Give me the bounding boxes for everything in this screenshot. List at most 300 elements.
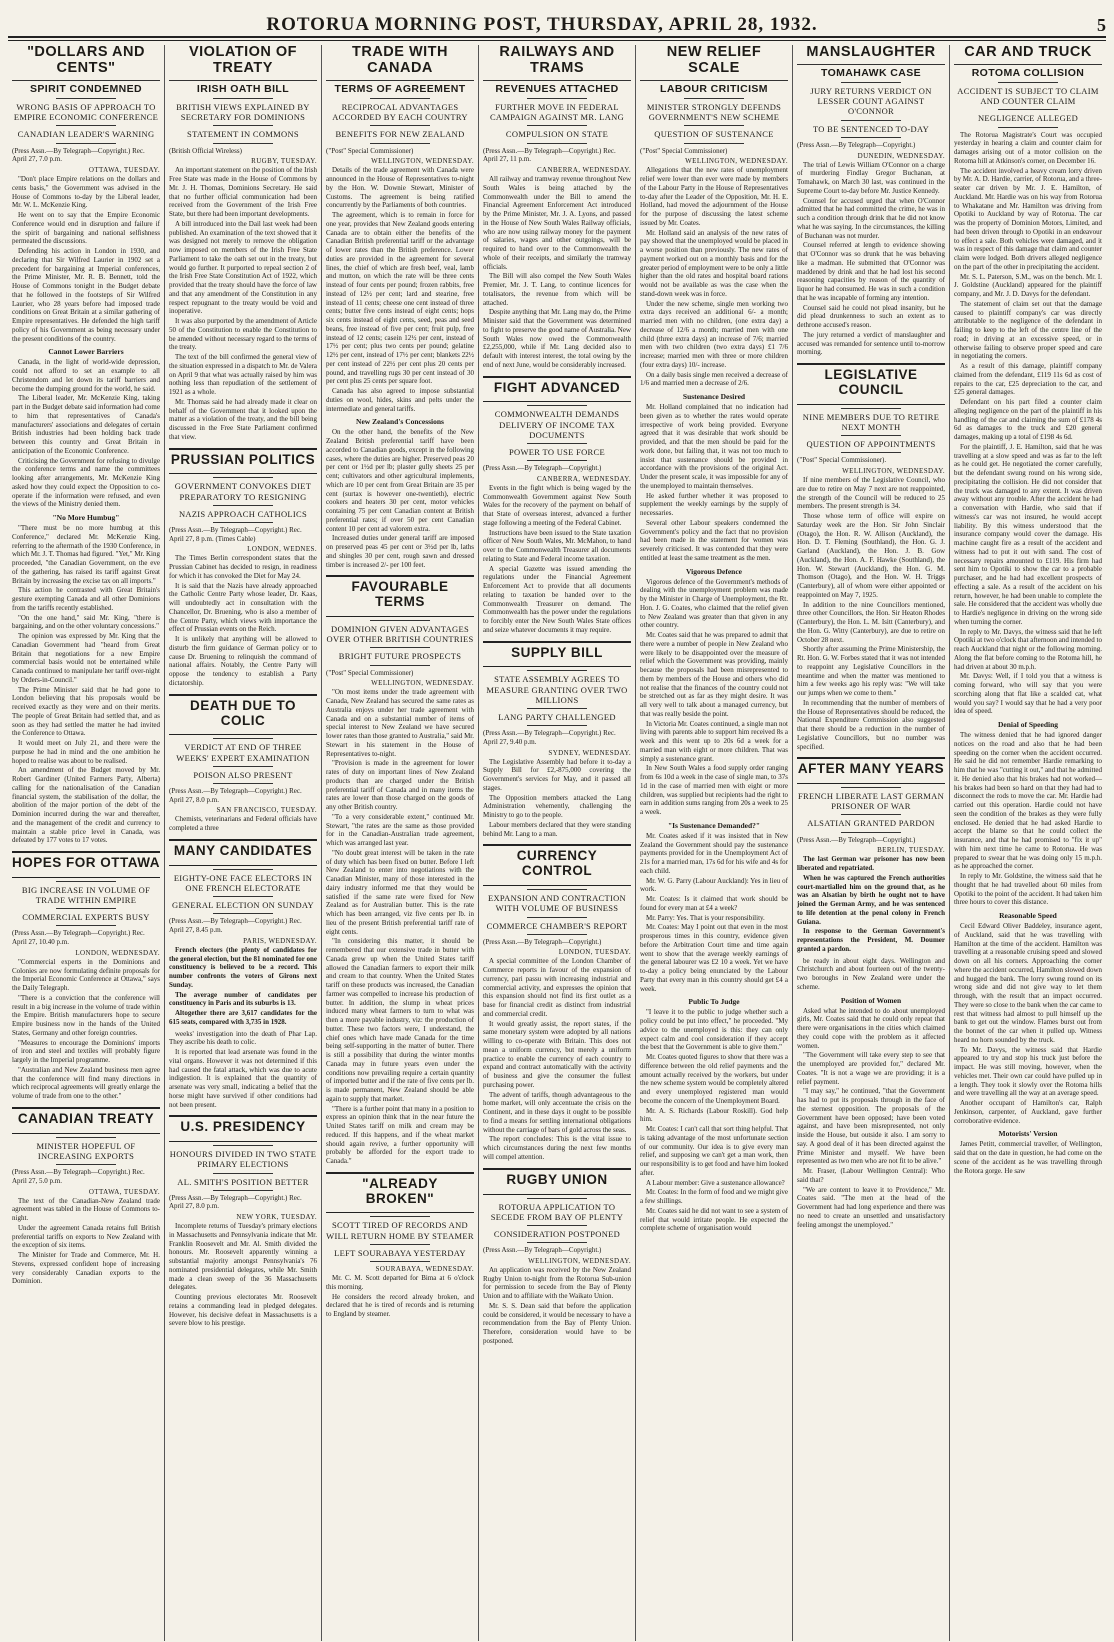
paragraph: To Mr. Davys, the witness said that Hardie appeared to try and stop his truck just before the impact. He was still moving, however, when the vehicles met. Their own car could have pulled up in a length. They took it slowly over the Rotoma hills and were travelling all the way at an average speed. — [954, 1045, 1102, 1098]
article-body — [954, 131, 1102, 717]
paragraph: "I may say," he continued, "that the Government has had to put its proposals through in the face of the sternest opposition. The proposals of the Government have been opposed; have been voted against, and have been misrepresented, not only inside the House, but outside it also. I am sorry to say. A good deal of it has been directed against the Prime Minister and myself. We have been represented as two men who are not fit to be alive." — [797, 1087, 945, 1166]
dateline-place: OTTAWA, TUESDAY. — [88, 1187, 160, 1196]
paragraph: The report concludes: This is the vital issue to which circumstances during the next few months will compel attention. — [483, 1135, 631, 1161]
story — [169, 694, 317, 833]
story — [797, 45, 945, 357]
paragraph: "I leave it to the public to judge whether such a policy could be put into effect," he proceeded. "My advice to the unemployed is this: they can only expect calm and cool consideration if they accept the best that the Government is able to give them." — [640, 1008, 788, 1052]
paragraph: Altogether there are 3,617 candidates for the 615 seats, compared with 3,735 in 1928. — [169, 1009, 317, 1026]
paragraph: Cecil Edward Oliver Baddeley, insurance agent, of Auckland, said that he was travelling with Hamilton at the time of the accident. Hamilton was travelling at a reasonable cruising speed and slowed down on all his corners. Approaching the corner where the accident occurred, Hamilton slowed down and hugged the bank. The lorry swung round on its wrong side and did not give way to let them through, with the result that an impact occurred. They were so close to the bank when the car came to rest that witness had almost to pull himself up the bank to get out the window. Flames burst out from the bonnet of the car when it pulled up. Witness heard no horn sounded by the truck. — [954, 922, 1102, 1044]
deck-rule — [370, 143, 429, 144]
column-4 — [479, 45, 636, 1641]
column-7 — [950, 45, 1106, 1641]
story-deck: MINISTER STRONGLY DEFENDS GOVERNMENT'S NEW SCHEME — [646, 101, 782, 123]
deck-rule — [213, 738, 272, 739]
article-body — [483, 175, 631, 370]
article-body — [326, 166, 474, 413]
paragraph: In New South Wales a food supply order ranging from 6s 10d a week in the case of single man, to 37s 1d in the case of married men with eight or more children, was supplied but recipients had the right to earn in addition sums ranging from 20s a week to 25 a week. — [640, 764, 788, 816]
credit-line: (Press Assn.—By Telegraph—Copyright.) Rec. April 27, 8.45 p.m. — [169, 917, 302, 935]
paragraph: If nine members of the Legislative Council, who are due to retire on May 7 next are not reappointed, the strength of the Council will be reduced to 25 members. The present strength is 34. — [797, 476, 945, 511]
credit-line: (Press Assn.—By Telegraph—Copyright.) — [483, 1246, 602, 1255]
credit-line: ("Post" Special Commissioner) — [640, 146, 728, 155]
deck-rule — [213, 869, 272, 870]
story-deck: AL. SMITH'S POSITION BETTER — [177, 1176, 309, 1187]
article-body — [640, 403, 788, 563]
paragraph: Mr. C. M. Scott departed for Bima at 6 o'clock this morning. — [326, 1274, 474, 1291]
story — [169, 1115, 317, 1328]
story-deck: LANG PARTY CHALLENGED — [498, 712, 616, 722]
deck-rule — [527, 143, 586, 144]
masthead — [8, 6, 1106, 38]
deck-rule — [213, 1173, 272, 1174]
story-subhead: TERMS OF AGREEMENT — [334, 82, 466, 95]
paragraph: Under the agreement Canada retains full British preferential tariffs on exports to New Zealand with the exception of six items. — [12, 1223, 160, 1250]
headline-rule — [326, 80, 474, 81]
column-3 — [322, 45, 479, 1641]
paragraph: On a daily basis single men received a decrease of 1/6 and married men a decrease of 2/6. — [640, 370, 788, 388]
paragraph: The Rotorua Magistrate's Court was occupied yesterday in hearing a claim and counter claim for damages arising out of a motor collision on the Rotoma hill at Atkinson's corner, on December 16. — [954, 130, 1102, 165]
paragraph: A special Gazette was issued amending the regulations under the Financial Agreement Enforcement Act to provide that all documents relating to taxation be handed over to the Commonwealth Treasurer on demand. The Commonwealth has the power under the regulations to forcibly enter the New South Wales State offices and seize whatever documents it may require. — [483, 564, 631, 634]
story-deck: SCOTT TIRED OF RECORDS AND WILL RETURN HOME BY STEAMER — [326, 1220, 474, 1241]
story-deck: EIGHTY-ONE FACE ELECTORS IN ONE FRENCH ELECTORATE — [173, 872, 313, 893]
story-deck: BIG INCREASE IN VOLUME OF TRADE WITHIN EMPIRE — [21, 884, 151, 906]
headline-block — [326, 575, 474, 617]
deck-rule — [841, 408, 900, 409]
story-deck: DOMINION GIVEN ADVANTAGES OVER OTHER BRITISH COUNTRIES — [326, 623, 474, 645]
paragraph: Mr. Coates: Is it claimed that work should be found for every man at £4 a week? — [640, 895, 788, 912]
paragraph: The opinion was expressed by Mr. King that the Canadian Government had "heard from Great Britain that negotiations for a new Empire commercial basis would not be entertained while Canada continued to manipulate her tariff over-night by Orders-in-Council." — [12, 632, 160, 684]
credit-line: (Press Assn.—By Telegraph—Copyright.) — [483, 464, 602, 473]
story-subhead: ROTOMA COLLISION — [971, 66, 1085, 79]
crosshead: New Zealand's Concessions — [356, 417, 444, 427]
story — [169, 839, 317, 1027]
paragraph: "Australian and New Zealand business men agree that the conference will find many directions in which reciprocal agreements will greatly enlarge the volume of trade from one to the other." — [12, 1065, 160, 1101]
story-headline: DEATH DUE TO COLIC — [189, 697, 296, 728]
story — [483, 376, 631, 635]
story — [483, 641, 631, 839]
paragraph: Mr. Coates: May I point out that even in the most prosperous times in this country, evidence given before the Arbitration Court time and time again went to show that the average weekly earnings of the general labourer was £2 10 a week. Yet we have to-day a policy being enunciated by the Labour Party that every man in this country should get £4 a week. — [640, 923, 788, 993]
headline-block — [954, 45, 1102, 65]
dateline-place: WELLINGTON, WEDNESDAY. — [371, 679, 474, 688]
article-body — [640, 578, 788, 817]
story-headline: "ALREADY BROKEN" — [362, 1175, 438, 1206]
story — [640, 45, 788, 1233]
paragraph: An amendment of the Budget moved by Mr. Robert Gardiner (United Farmers Party, Alberta) calling for the nationalisation of the Canadian financial system, the stabilisation of the dollar, the abolition of the major portion of the debt of the Dominion incurred during the war and thereafter, and the management of the credit and currency to maintain a stable price level in Canada, was defeated by 177 votes to 17 votes. — [12, 766, 160, 845]
story — [12, 1107, 160, 1286]
article-body — [483, 484, 631, 635]
paragraph: It is unlikely that anything will be allowed to disturb the firm guidance of German policy or to cause Dr. Bruening to relinquish the command of national affairs. Notably, the Centre Party will oppose the tendency to establish a Party dictatorship. — [169, 635, 317, 687]
article-body — [954, 1140, 1102, 1175]
deck-rule — [841, 137, 900, 138]
dateline-place: SYDNEY, WEDNESDAY. — [548, 748, 631, 757]
paragraph: "There is a conviction that the conference will result in a big increase in the volume of trade within the Empire. British manufacturers hope to secure Empire business now in the hands of the United States, Germany and other foreign countries. — [12, 993, 160, 1037]
headline-block — [12, 851, 160, 878]
column-2 — [165, 45, 322, 1641]
credit-line: (Press Assn.—By Telegraph—Copyright.) — [483, 937, 602, 946]
headline-block — [483, 844, 631, 886]
story-deck: HONOURS DIVIDED IN TWO STATE PRIMARY ELECTIONS — [169, 1149, 317, 1170]
dateline-place: CANBERRA, WEDNESDAY. — [536, 166, 631, 174]
paragraph: When he was captured the French authorities court-martialled him on the ground that, as he was an Alsatian by birth he ought not to have joined the German Army, and he was sentenced to life detention at the penal colony in French Guiana. — [797, 873, 945, 926]
story-deck: RECIPROCAL ADVANTAGES ACCORDED BY EACH COUNTRY — [332, 101, 468, 123]
dateline-place: DUNEDIN, WEDNESDAY. — [857, 151, 945, 160]
paragraph: Several other Labour speakers condemned the Government's policy and the fact that no provision had been made in the statement for women was severely criticised. It was contended that they were entitled at least the same treatment as the men. — [640, 518, 788, 562]
deck-rule — [684, 125, 743, 126]
paragraph: Mr. Holland said an analysis of the new rates of pay showed that the unemployed would be placed in a worse position than previously. The new rates of payment worked out on a monthly basis and for the greater period of employment were to be only a little higher than the old rates and hospital board rations would not be available as was the case when the stand-down week was in force. — [640, 228, 788, 298]
story-deck: LEFT SOURABAYA YESTERDAY — [334, 1247, 466, 1258]
paragraph: It was also purported by the amendment of Article 50 of the Constitution to enable the Constitution to be amended without necessary regard to the terms of the treaty. — [169, 317, 317, 352]
headline-block — [326, 1172, 474, 1214]
paragraph: The agreement, which is to remain in force for one year, provides that New Zealand goods entering Canada are to obtain either the benefits of the Canadian British preferential tariff or the advantage of lower rates than the British preference. Lower duties are provided in the agreement for several lines, the chief of which are fresh beef, veal, lamb and mutton, on which the rate will be three cents instead of four cents per pound; frozen rabbits, free instead of 12½ per cent; lard and stearine, free instead of 11 cents; cheese one cent instead of three cents; butter five cents instead of eight cents; hops six cents instead of eight cents, seed, peas and seed beans, free instead of five per cent; fruit pulp, free instead of 12 cents; casein 12½ per cent, instead of 17½ per cent; plus two cents per pound; gelatine 12½ per cent, instead of 17½ per cent; blankets 22½ per cent instead of 22½ per cent plus 20 cents per pound, and travelling rugs 30 per cent instead of 30 per cent plus 25 cents per square foot. — [326, 211, 474, 386]
deck-rule — [213, 98, 272, 99]
paragraph: Events in the fight which is being waged by the Commonwealth Government against New South Wales for the recovery of the payment on behalf of that State of overseas interest, advanced a further stage following a meeting of the Federal Cabinet. — [483, 483, 631, 527]
paragraph: Mr. S. L. Paterson, S.M., was on the bench. Mr. I. J. Goldstine (Auckland) appeared for the plaintiff company, and Mr. J. D. Davys for the defendant. — [954, 272, 1102, 299]
paragraph: Mr. A. S. Richards (Labour Roskill). God help him. — [640, 1106, 788, 1124]
headline-block — [169, 694, 317, 736]
deck-rule — [527, 917, 586, 918]
deck-rule — [998, 127, 1057, 128]
paragraph: The Bill will also compel the New South Wales Premier, Mr. J. T. Lang, to continue licences for totalisators, the revenue from which will be attached. — [483, 272, 631, 307]
deck-rule — [527, 708, 586, 709]
paragraph: Increased duties under general tariff are imposed on preserved peas 45 per cent or 3½d per lb, laths and shingles 30 per cent, rough sawn and dressed timber is increased 2/- per 100 feet. — [326, 534, 474, 569]
paragraph: Criticising the Government for refusing to divulge the conference terms and name the committees looking after arrangements, Mr. McKenzie King asked how they could expect the Opposition to co-operate if the information were refused, and even the views of the Ministry denied them. — [12, 456, 160, 509]
paragraph: Mr. Coates said that he was prepared to admit that there were a number of people in New Zealand who were likely to be disappointed over the measure of relief which the Government was providing, mainly because the proposals had been misrepresented to them by members of the House and others who did not realise that the finances of the country could not be stretched out as far as they might desire. It was all very well to talk about a managed currency, but that was really beside the point. — [640, 631, 788, 718]
dateline-place: WELLINGTON, WEDNESDAY. — [528, 1256, 631, 1265]
paragraph: The accident involved a heavy cream lorry driven by Mr. A. D. Hardie, carrier, of Rotorua, and a three-seater car driven by Mr. J. E. Hamilton, of Auckland. Mr. Hardie was on his way from Rotorua to Whakatane and Mr. Hamilton was driving from Opotiki to Auckland by way of Rotorua. The car was the property of Dominion Motors, Limited, and had been driven through to Opotiki in an endeavour to effect a sale. Both vehicles were damaged, and it was in respect of this damage that claim and counter claim were lodged. Both drivers alleged negligence on the part of the other in precipitating the accident. — [954, 166, 1102, 271]
paragraph: The witness denied that he had ignored danger notices on the road and also that he had been speeding on the corner when the accident occurred. He said he did not remember Hardie remarking to him that he was "cutting it out," and that he admitted it. He denied also that his brakes had not worked—his brakes had been so hard on that they had had to disconnect the rods to move the car. Mr. Hardie had carried out this operation. Hardie could not have seen the condition of the brakes as they were fully enclosed. He denied that he had asked Hardie to accept the blame so that he could collect the insurance, and that he had promised to "fix it up" with him next time he came to Rotorua. He was prepared to swear that he was doing only 15 m.p.h. as he approached the corner. — [954, 731, 1102, 871]
paragraph: Mr. Coates asked if it was insisted that in New Zealand the Government should pay the sustenance payments provided for in the Unemployment Act of 21s for a married man, 17s 6d for his wife and 4s for each child. — [640, 831, 788, 875]
deck-rule — [370, 665, 429, 666]
crosshead: Vigorous Defence — [685, 566, 743, 576]
masthead-rule — [8, 40, 1106, 41]
story-headline: RAILWAYS AND TRAMS — [499, 45, 615, 76]
paragraph: He went on to say that the Empire Economic Conference would end in disruption and failure if the spirit of bargaining and national selfishness permeated the discussions. — [12, 211, 160, 246]
story-deck: STATE ASSEMBLY AGREES TO MEASURE GRANTING OVER TWO MILLIONS — [486, 674, 628, 705]
article-body — [12, 358, 160, 509]
headline-rule — [483, 80, 631, 81]
story-deck: COMMERCE CHAMBER'S REPORT — [486, 920, 628, 931]
headline-block — [483, 45, 631, 81]
paragraph: Chemists, veterinarians and Federal officials have completed a three — [169, 815, 317, 833]
paragraph: French electors (the plenty of candidates for the general election, but the 81 nominated for one constituency is believed to be a record. This number confronts the voters of Girons next Sunday. — [169, 945, 317, 989]
paragraph: The jury returned a verdict of manslaughter and accused was remanded for sentence until to-morrow morning. — [797, 330, 945, 357]
story — [326, 575, 474, 1166]
deck-rule — [527, 1225, 586, 1226]
deck-rule — [213, 1190, 272, 1191]
paragraph: "Commercial experts in the Dominions and Colonies are now formulating definite proposals for the Imperial Economic Conference at Ottawa," says the Daily Telegraph. — [12, 957, 160, 993]
story-deck: BRIGHT FUTURE PROSPECTS — [338, 651, 462, 662]
credit-line: ("Post" Special Commissioner) — [326, 146, 414, 155]
credit-line: (Press Assn.—By Telegraph—Copyright.) Rec. April 27, 8.0 p.m. — [169, 1193, 302, 1211]
story-headline: U.S. PRESIDENCY — [180, 1119, 306, 1135]
paragraph: The Opposition members attacked the Lang Administration vehemently, challenging the Ministry to go to the people. — [483, 793, 631, 820]
headline-block — [169, 448, 317, 475]
paragraph: Mr. Coates: I can't call that sort thing helpful. That is taking advantage of the most unfortunate section of our community. Our idea is to give every man relief, and supposing we can't get a man work, then our responsibility is to get food and have him looked after. — [640, 1125, 788, 1177]
story-deck: COMPULSION ON STATE — [505, 129, 609, 140]
crosshead: "No More Humbug" — [52, 513, 120, 522]
story-deck: QUESTION OF APPOINTMENTS — [806, 439, 936, 450]
story-headline: FIGHT ADVANCED — [493, 379, 621, 395]
paragraph: "No doubt great interest will be taken in the rate of duty which has been fixed on butter. Before I left New Zealand to enter into negotiations with the Canadian Minister, many of those interested in the dairy industry informed me that they would be satisfied if the same rate were fixed for New Zealand as for Australian butter. This is the rate which has been arranged, viz five cents per lb. in lieu of the present British preferential tariff rate of eight cents. — [326, 848, 474, 936]
article-body — [326, 688, 474, 1166]
credit-line: (Press Assn.—By Telegraph—Copyright.) Rec. April 27, 9.40 p.m. — [483, 729, 616, 746]
story-deck: COMMONWEALTH DEMANDS DELIVERY OF INCOME TAX DOCUMENTS — [494, 409, 620, 440]
story — [326, 45, 474, 569]
paragraph: The statement of claim set out that the damage caused to plaintiff company's car was directly attributable to the negligence of the defendant in failing to keep to the left of the centre line of the road; in driving at an excessive speed, or in otherwise failing to observe proper speed and care in negotiating the corners. — [954, 299, 1102, 361]
deck-rule — [213, 783, 272, 784]
headline-rule — [640, 80, 788, 81]
story-deck: MINISTER HOPEFUL OF INCREASING EXPORTS — [36, 1140, 136, 1161]
paragraph: Shortly after assuming the Prime Ministership, the Rt. Hon. G. W. Forbes stated that it was not intended to reappoint any Legislative Councillors in the meantime and when the matter was mentioned to him a few weeks ago his reply was: "We will take our jumps when we come to them." — [797, 645, 945, 697]
paragraph: It is said that the Nazis have already approached the Catholic Centre Party whose leader, Dr. Kaas, will undoubtedly act in consultation with the Chancellor, Dr. Bruening, who is also a member of the Centre Party, which views with importance the effect of Prussian events on the Reich. — [169, 581, 317, 634]
deck-rule — [370, 647, 429, 648]
deck-rule — [370, 125, 429, 126]
deck-rule — [527, 725, 586, 726]
paragraph: Labour members declared that they were standing behind Mr. Lang to a man. — [483, 820, 631, 838]
story-headline: VIOLATION OF TREATY — [188, 45, 298, 76]
story-headline: CANADIAN TREATY — [17, 1110, 155, 1126]
paragraph: The text of the Canadian-New Zealand trade agreement was tabled in the House of Commons to-night. — [12, 1196, 160, 1223]
paragraph: The Minister for Trade and Commerce, Mr. H. Stevens, expressed confident hope of increasing very considerably Canadian exports to the Dominion. — [12, 1251, 160, 1286]
crosshead: Cannot Lower Barriers — [48, 347, 124, 357]
story — [169, 45, 317, 442]
story — [169, 448, 317, 688]
headline-block — [169, 45, 317, 81]
credit-line: ("Post" Special Commissioner). — [797, 456, 887, 465]
headline-block — [483, 1168, 631, 1195]
story-subhead: REVENUES ATTACHED — [495, 82, 619, 95]
deck-rule — [56, 908, 115, 909]
deck-rule — [841, 832, 900, 833]
story-deck: GENERAL ELECTION ON SUNDAY — [172, 900, 314, 911]
article-body — [640, 1008, 788, 1233]
dateline-place: SAN FRANCISCO, TUESDAY. — [216, 806, 317, 815]
deck-rule — [213, 522, 272, 523]
deck-rule — [998, 109, 1057, 110]
deck-rule — [527, 405, 586, 406]
headline-block — [169, 1115, 317, 1142]
headline-rule — [954, 64, 1102, 65]
story-headline: PRUSSIAN POLITICS — [170, 451, 316, 467]
article-body — [12, 1197, 160, 1287]
paragraph: The average number of candidates per constituency in Paris and its suburbs is 13. — [169, 990, 317, 1008]
story-deck: FURTHER MOVE IN FEDERAL CAMPAIGN AGAINST MR. LANG — [489, 101, 625, 123]
paragraph: The advent of tariffs, though advantageous to the home market, will only accentuate the crisis on the Continent, and in these days it ought to be possible to find a means for settling international obligations without the carriage of bars of gold across the seas. — [483, 1090, 631, 1134]
paragraph: For the plaintiff, J. E. Hamilton, said that he was travelling at a slow speed and was as far to the left as he could get. He negotiated the corner carefully, but the defendant swung round on his wrong side, precipitating the collision. He did not consider that the truck was damaged to any extent. It was driven away without any trouble. After the accident he had a conversation with Hardie, who said that if witness's car was not insured, he would accept liability. By this witness understood that the insurance company would cover the damage. His machine caught fire as a result of the accident and witness had to put it out with sand. The cost of necessary repairs amounted to £119. His firm had sent him to Opotiki to show the car to a probable purchaser, and he had had excellent prospects of effecting a sale. As a result of the accident on his return, however, he had been unable to complete the sale. He considered that the accident was wholly due to Hardie's negligence in driving on the wrong side when turning the corner. — [954, 442, 1102, 626]
story-deck: COMMERCIAL EXPERTS BUSY — [22, 912, 150, 923]
paragraph: "On the one hand," said Mr. King, "there is bargaining, and on the other voluntary concessions." — [12, 613, 160, 631]
deck-rule — [841, 814, 900, 815]
paragraph: Allegations that the new rates of unemployment relief were lower than ever were made by members of the Labour Party in the House of Representatives to-day after the Leader of the Opposition, Mr. H. E. Holland, had moved the adjournment of the House for the purpose of discussing the latest scheme issued by Mr. Coates. — [640, 166, 788, 227]
deck-rule — [213, 896, 272, 897]
deck-rule — [370, 98, 429, 99]
deck-rule — [56, 98, 115, 99]
deck-rule — [370, 1216, 429, 1217]
story-deck: BENEFITS FOR NEW ZEALAND — [335, 129, 465, 140]
crosshead: Public To Judge — [688, 997, 740, 1007]
paragraph: As a result of this damage, plaintiff company claimed from the defendant, £119 11s 6d as cost of repairs to the car, £25 depreciation to the car, and £25 general damages. — [954, 362, 1102, 397]
deck-rule — [213, 913, 272, 914]
masthead-title: ROTORUA MORNING POST, THURSDAY, APRIL 28, 1932. — [266, 14, 818, 35]
credit-line: (Press Assn.—By Telegraph—Copyright.) — [797, 835, 916, 844]
deck-rule — [527, 670, 586, 671]
story-deck: VERDICT AT END OF THREE WEEKS' EXPERT EXAMINATION — [176, 742, 310, 763]
paragraph: An application was received by the New Zealand Rugby Union to-night from the Rotorua Sub-union for permission to secede from the Bay of Plenty Union and to affiliate with the Waikato Union. — [483, 1265, 631, 1301]
paragraph: Under the new scheme, single men working two extra days received an additional 6/- a month; married men with no children, (one extra day) a decrease of 12/6 a month; married men with one child (three extra days) an increase of 7/6; married men with two children (two extra days) £1 7/6 increase; married men with three or more children (four extra days) 10/- increase. — [640, 299, 788, 369]
article-body — [169, 554, 317, 687]
story-headline: FAVOURABLE TERMS — [351, 579, 449, 610]
article-body — [326, 1274, 474, 1319]
credit-line: (Press Assn.—By Telegraph—Copyright.) Rec. April 27, 7.0 p.m. — [12, 146, 145, 164]
deck-rule — [213, 125, 272, 126]
continued-text — [797, 957, 945, 992]
deck-rule — [684, 98, 743, 99]
crosshead: Denial of Speeding — [997, 720, 1058, 730]
page-number: 5 — [1097, 15, 1106, 35]
dateline-place: RUGBY, TUESDAY. — [251, 157, 317, 166]
article-body — [169, 946, 317, 1027]
paragraph: Mr. Coates quoted figures to show that there was a difference between the old relief payments and the amount actually received by the workers, but under the new scheme system would be completely altered and every unemployed registered man would become the concern of the Unemployment Board. — [640, 1053, 788, 1105]
story-deck: FRENCH LIBERATE LAST GERMAN PRISONER OF WAR — [797, 791, 945, 812]
story-deck: QUESTION OF SUSTENANCE — [654, 129, 774, 140]
deck-rule — [527, 934, 586, 935]
paragraph: Mr. Davys: Well, if I told you that a witness is coming forward, who will say that you were scorching along that flat like a scalded cat, what would you say? I would say that he had a very poor idea of speed. — [954, 672, 1102, 716]
deck-rule — [841, 452, 900, 453]
story-deck: JURY RETURNS VERDICT ON LESSER COUNT AGAINST O'CONNOR — [810, 86, 932, 117]
dateline-place: LONDON, WEDNESDAY. — [75, 948, 160, 957]
paragraph: Defending his action in London in 1930, and declaring that Sir Wilfred Laurier in 1902 set a precedent for bargaining at Imperial conferences, the Prime Minister, Mr. R. B. Bennett, told the House of Commons tonight in the Budget debate that he followed in the footsteps of Sir Wilfred Laurier, who 28 years before had imposed trade conditions on Great Britain at a similar gathering of Empire representatives. He defended the high tariff policy of his Government as being necessary under the present conditions of the country. — [12, 247, 160, 343]
story-deck: ALSATIAN GRANTED PARDON — [807, 818, 935, 829]
paragraph: Those whose term of office will expire on Saturday week are the Hon. Sir John Sinclair (Otago), the Hon. R. W. Allison (Auckland), the Hon. D. T. Fleming (Southland), the Hon. G. J. Garland (Auckland), the Hon. J. B. Gow (Auckland), the Hon. A. F. Hawke (Southland), the Hon. W. Stewart (Auckland), the Hon. G. M. Thomson (Otago), and the Hon. W. H. Triggs (Canterbury), all of whom were either appointed or reappointed on May 7, 1925. — [797, 512, 945, 599]
story — [483, 45, 631, 370]
credit-line: (Press Assn.—By Telegraph—Copyright.) — [797, 140, 916, 149]
dateline-place: PARIS, WEDNESDAY. — [243, 936, 317, 945]
headline-block — [483, 376, 631, 403]
story-deck: STATEMENT IN COMMONS — [187, 129, 299, 140]
paragraph: Mr. Thomas said he had already made it clear on behalf of the Government that it looked upon the matter as a violation of the treaty, and the bill being discussed in the Free State Parliament confirmed that view. — [169, 397, 317, 441]
paragraph: James Petitt, commercial traveller, of Wellington, said that on the date in question, he had come on the scene of the accident as he was travelling through the Rotora gorge. He saw — [954, 1140, 1102, 1175]
story-deck: NINE MEMBERS DUE TO RETIRE NEXT MONTH — [802, 411, 940, 432]
story — [12, 45, 160, 845]
deck-rule — [841, 82, 900, 83]
paragraph: An important statement on the position of the Irish Free State was made in the House of Commons by Mr. J. H. Thomas, Dominions Secretary. He said that no further official communication had been received from the Government of the Irish Free State, but there had been important developments. — [169, 166, 317, 218]
credit-line: ("Post" Special Commissioner) — [326, 668, 414, 677]
story-deck: WRONG BASIS OF APPROACH TO EMPIRE ECONOMIC CONFERENCE — [13, 101, 159, 123]
deck-rule — [841, 435, 900, 436]
paragraph: Vigorous defence of the Government's methods of dealing with the unemployment problem was made by the Minister in Charge of Unemployment, the Rt. Hon. J. G. Coates, who claimed that the relief given to New Zealand was greater than that given in any other country. — [640, 577, 788, 630]
paragraph: In Victoria Mr. Coates continued, a single man not living with parents able to support him received 8s a week and this went up to 20s 6d a week for a married man with eight or more children. That was simply a sustenance grant. — [640, 719, 788, 763]
story-headline: CURRENCY CONTROL — [516, 848, 598, 879]
story-deck: POWER TO USE FORCE — [508, 446, 605, 457]
crosshead: Sustenance Desired — [682, 392, 746, 401]
article-body — [12, 175, 160, 343]
story-headline: MANSLAUGHTER — [806, 45, 936, 60]
credit-line: (Press Assn.—By Telegraph—Copyright.) Rec. April 27, 10.40 p.m. — [12, 929, 145, 947]
deck-rule — [56, 1137, 115, 1138]
story-deck: CANADIAN LEADER'S WARNING — [17, 129, 155, 140]
deck-rule — [56, 125, 115, 126]
deck-rule — [527, 1198, 586, 1199]
paragraph: He asked further whether it was proposed to supplement the weekly earnings by the supply of necessaries. — [640, 491, 788, 517]
story-headline: CAR AND TRUCK — [964, 45, 1092, 60]
article-body — [169, 815, 317, 833]
article-body — [797, 1007, 945, 1230]
paragraph: The Legislative Assembly had before it to-day a Supply Bill for £2,-875,000 covering the Government's services for May, and it passed all stages. — [483, 757, 631, 792]
article-body — [483, 758, 631, 839]
story-headline: AFTER MANY YEARS — [797, 761, 945, 777]
paragraph: "On most items under the trade agreement with Canada, New Zealand has secured the same rates as Australia enjoys under her trade agreement with Canada and on a substantial number of items of special interest to New Zealand we have secured lower rates than those granted to Australia," said Mr. Stewart in his statement in the House of Representatives to-night. — [326, 688, 474, 758]
paragraph: Asked what he intended to do about unemployed girls, Mr. Coates said that he could only repeat that there were organisations in the cities which claimed they could cope with the problem as it affected women. — [797, 1006, 945, 1050]
dateline-place: WELLINGTON, WEDNESDAY. — [371, 157, 474, 166]
story-headline: NEW RELIEF SCALE — [666, 45, 762, 76]
headline-block — [483, 641, 631, 668]
dateline-place: CANBERRA, WEDNESDAY. — [536, 474, 631, 483]
paragraph: "To a very considerable extent," continued Mr. Stewart, "the rates are the same as those provided for in the Canadian-Australian trade agreement, which was arranged last year. — [326, 812, 474, 847]
story-headline: "DOLLARS AND CENTS" — [27, 45, 145, 76]
article-body — [797, 161, 945, 358]
paragraph: It would meet on July 21, and there were the purpose he had in mind and the one ambition he hoped to realise was about to be realised. — [12, 739, 160, 765]
paragraph: Mr. Coates: In the form of food and we might give a few shillings. — [640, 1188, 788, 1205]
paragraph: Incomplete returns of Tuesday's primary elections in Massachusetts and Pennsylvania indicate that Mr. Franklin Roosevelt and Mr. Al. Smith divided the honours. Mr. Roosevelt apparently winning a substantial majority amongst Pennsylvania's 76 nominated presidential delegates, while Mr. Smith made a clean sweep of the 36 Massachusetts delegates. — [169, 1222, 317, 1292]
deck-rule — [527, 460, 586, 461]
story — [326, 1172, 474, 1319]
paragraph: The Liberal leader, Mr. McKenzie King, taking part in the Budget debate said information had come to him that representatives of Canada's manufacturers' associations and delegates of certain British industries had been holding back trade between this country and Great Britain in anticipation of the Economic Conference. — [12, 394, 160, 455]
deck-rule — [213, 505, 272, 506]
paragraph: All railway and tramway revenue throughout New South Wales is being attached by the Commonwealth under the Bill to amend the Financial Agreement Enforcement Act introduced by the Prime Minister, Mr. J. A. Lyons, and passed in the House of New South Wales Railway officials, who are now using railway money for the payment of salaries, wages and other outgoings, will be required to hand over to the Commonwealth the whole of their receipts, and similarly the tramway officials. — [483, 175, 631, 271]
deck-rule — [213, 477, 272, 478]
deck-rule — [841, 787, 900, 788]
paragraph: Canada has also agreed to impose substantial duties on wool, hides, skins and pelts under the intermediate and general tariffs. — [326, 387, 474, 413]
story-subhead: IRISH OATH BILL — [196, 82, 290, 95]
story-subhead: LABOUR CRITICISM — [660, 82, 768, 95]
paragraph: Details of the trade agreement with Canada were announced in the House of Representatives to-night by the Hon. W. Downie Stewart, Minister of Customs. The agreement is being ratified concurrently by the Parliaments of both countries. — [326, 166, 474, 210]
story-deck: BRITISH VIEWS EXPLAINED BY SECRETARY FOR DOMINIONS — [176, 101, 310, 123]
paragraph: Mr. S. S. Dean said that before the application could be considered, it would be necessary to have a recommendation from the Bay of Plenty Union. Therefore, consideration would have to be postponed. — [483, 1301, 631, 1345]
paragraph: On the other hand, the benefits of the New Zealand British preferential tariff have been accorded to Canadian goods, except in the following cases, where the duties are higher. Preserved peas 20 per cent or 1½d per lb; plaster gully sheets 25 per cent; cultivators and other agricultural implements, which are 10 per cent from Great Britain are 35 per cent (surtax is however one-twentieth), electric cookers and heaters 30 per cent, motor vehicles containing 75 per cent Canadian content at British preferential rates; if over 50 per cent Canadian content 10 per cent ad valorem extra. — [326, 428, 474, 533]
story-deck: ROTORUA APPLICATION TO SECEDE FROM BAY OF PLENTY — [490, 1201, 624, 1222]
dateline-place: NEW YORK, TUESDAY. — [236, 1213, 317, 1222]
story-headline: HOPES FOR OTTAWA — [12, 855, 161, 870]
article-body — [169, 1222, 317, 1328]
headline-block — [326, 45, 474, 81]
deck-rule — [56, 925, 115, 926]
article-body — [640, 166, 788, 388]
deck-rule — [527, 98, 586, 99]
paragraph: "There is a further point that many in a position to express an opinion think that in the near future the United States tariff on milk and cream may be reduced. If this happens, and if the wheat market should again revive, a further opportunity will probably be afforded for the export trade to Canada." — [326, 1104, 474, 1165]
paragraph: In reply to Mr. Goldstine, the witness said that he thought that he had travelled about 60 miles from Opotiki to the point of the accident. It had taken him three hours to cover this distance. — [954, 872, 1102, 907]
paragraph: "Don't place Empire relations on the dollars and cents basis," the Government was advised in the House of Commons to-day by the Liberal leader, Mr. W. L. McKenzie King. — [12, 175, 160, 210]
paragraph: Defendant on his part filed a counter claim alleging negligence on the part of the plaintiff in his handling of the car and claiming the sum of £178 4s 6d as damages to the truck and £20 general damages, making up a total of £198 4s 6d. — [954, 398, 1102, 442]
dateline-place: OTTAWA, TUESDAY. — [88, 166, 160, 174]
dateline-place: WELLINGTON, WEDNESDAY. — [685, 157, 788, 166]
article-body — [12, 524, 160, 845]
paragraph: Mr. Holland complained that no indication had been given as to whether the rates would operate irrespective of work being provided. Everyone agreed that it was desirable that work should be provided, and that the men should be paid for the work done, but failing that, it was not too much to insist that sustenance should be provided in accordance with the provisions of the original Act. Under the present scale, it was impossible for any of the unemployed to maintain themselves. — [640, 403, 788, 490]
dateline-place: SOURABAYA, WEDNESDAY. — [375, 1265, 474, 1273]
credit-line: (Press Assn.—By Telegraph—Copyright.) Rec. April 27, 5.0 p.m. — [12, 1168, 145, 1185]
article-body — [169, 166, 317, 441]
story — [954, 45, 1102, 1175]
dateline-place: BERLIN, TUESDAY. — [877, 846, 945, 855]
article-body — [12, 958, 160, 1101]
story-headline: SUPPLY BILL — [511, 644, 603, 660]
deck-rule — [56, 881, 115, 882]
story-subhead: TOMAHAWK CASE — [820, 66, 922, 79]
story-deck: TO BE SENTENCED TO-DAY — [812, 123, 930, 134]
dateline-place: WELLINGTON, WEDNESDAY. — [842, 467, 945, 475]
article-body — [954, 922, 1102, 1125]
paragraph: Mr. W. G. Parry (Labour Auckland): Yes in lieu of work. — [640, 876, 788, 894]
deck-rule — [527, 125, 586, 126]
paragraph: "There must be no more humbug at this Conference," declared Mr. McKenzie King, referring to the aftermath of the 1930 Conference, in which Mr. J. T. Thomas had figured. "Yet," Mr. King proceeded, "the Canadian Government, on the eve of the gathering, has raised its tariff against Great Britain by increasing the excise tax on all imports." — [12, 524, 160, 585]
